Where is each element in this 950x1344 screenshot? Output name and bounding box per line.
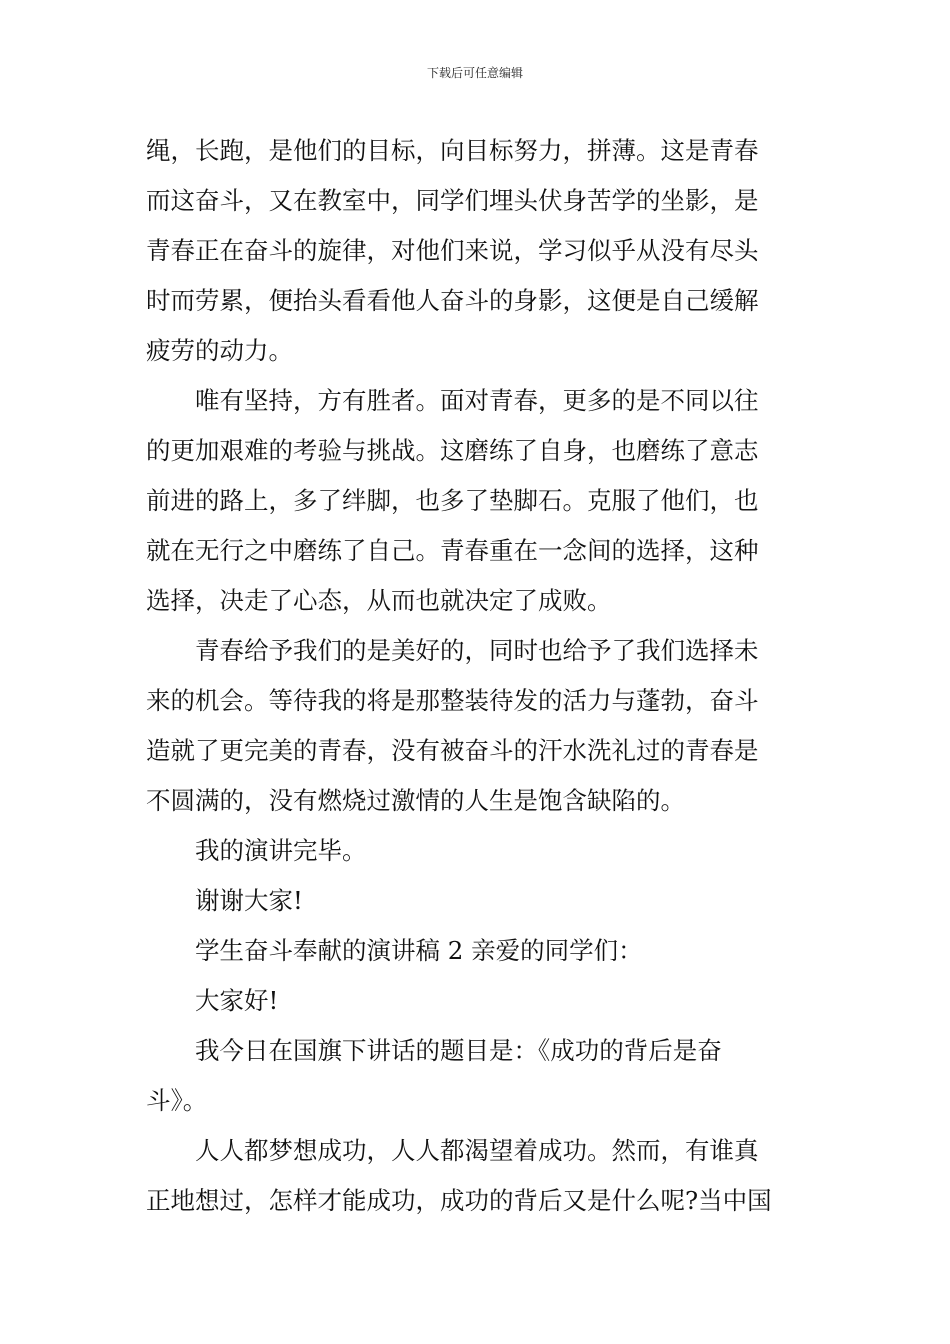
paragraph-start-line: 谢谢大家! — [195, 886, 303, 915]
text-line: 疲劳的动力。 — [146, 336, 293, 365]
text-line: 造就了更完美的青春，没有被奋斗的汗水洗礼过的青春是 — [146, 736, 759, 765]
text-line: 就在无行之中磨练了自己。青春重在一念间的选择，这种 — [146, 536, 759, 565]
page-header: 下载后可任意编辑 — [426, 66, 523, 80]
text-line: 不圆满的，没有燃烧过激情的人生是饱含缺陷的。 — [146, 786, 685, 815]
paragraph-start-line: 大家好! — [195, 986, 279, 1015]
paragraph-start-line: 我的演讲完毕。 — [195, 836, 367, 865]
text-line: 斗》。 — [146, 1086, 208, 1115]
paragraph-start-line: 人人都梦想成功，人人都渴望着成功。然而，有谁真 — [195, 1136, 759, 1165]
text-line: 前进的路上，多了绊脚，也多了垫脚石。克服了他们，也 — [146, 486, 759, 515]
paragraph-start-line: 唯有坚持，方有胜者。面对青春，更多的是不同以往 — [195, 386, 759, 415]
paragraph-start-line: 我今日在国旗下讲话的题目是：《成功的背后是奋 — [195, 1036, 722, 1065]
text-line: 绳，长跑，是他们的目标，向目标努力，拼薄。这是青春 — [146, 136, 759, 165]
section-heading-line: 学生奋斗奉献的演讲稿 2 亲爱的同学们： — [195, 936, 643, 965]
text-line: 来的机会。等待我的将是那整装待发的活力与蓬勃，奋斗 — [146, 686, 759, 715]
text-line: 青春正在奋斗的旋律，对他们来说，学习似乎从没有尽头 — [146, 236, 759, 265]
text-line: 选择，决走了心态，从而也就决定了成败。 — [146, 586, 612, 615]
text-line: 而这奋斗，又在教室中，同学们埋头伏身苦学的坐影，是 — [146, 186, 759, 215]
text-line: 正地想过，怎样才能成功，成功的背后又是什么呢?当中国 — [146, 1186, 772, 1215]
document-body — [146, 126, 816, 1226]
paragraph-start-line: 青春给予我们的是美好的，同时也给予了我们选择未 — [195, 636, 759, 665]
text-line: 的更加艰难的考验与挑战。这磨练了自身，也磨练了意志 — [146, 436, 759, 465]
text-line: 时而劳累，便抬头看看他人奋斗的身影，这便是自己缓解 — [146, 286, 759, 315]
